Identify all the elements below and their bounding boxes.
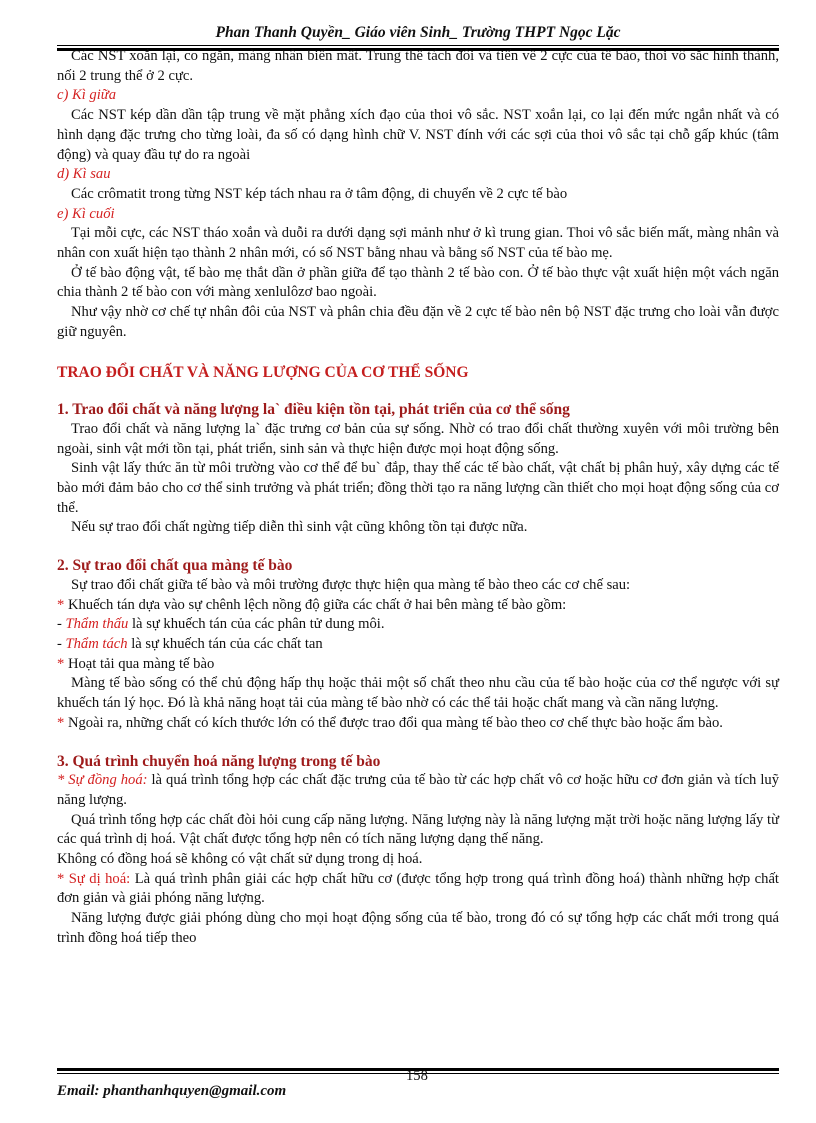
footer-email: Email: phanthanhquyen@gmail.com [57,1083,287,1099]
dash-text: là sự khuếch tán của các chất tan [127,635,323,652]
section-2-paragraph-1: Sự trao đổi chất giữa tế bào và môi trường được thực hiện qua màng tế bào theo các cơ chế sau: [71,576,631,593]
phase-e-text-2: Ở tế bào động vật, tế bào mẹ thắt dần ở phần giữa để tạo thành 2 tế bào con. Ở tế bào thực vật xuất hiện một vách ngăn chia thành 2 tế bào con với màng xenlulôzơ bao ngoài. [57,264,779,301]
page-footer [57,1068,779,1099]
bullet-text: Khuếch tán dựa vào sự chênh lệch nồng độ giữa các chất ở hai bên màng tế bào gồm: [64,596,567,613]
bullet-text: Là quá trình phân giải các hợp chất hữu cơ (được tổng hợp trong quá trình đồng hoá) thành những hợp chất đơn giản và giải phóng năng lượng. [57,870,779,907]
footer-row [57,1068,779,1099]
bullet-star: * [57,655,65,672]
phase-e-heading: e) Kì cuối [57,205,115,222]
header-rule-thin [57,45,779,46]
section-2-bullet-3 [57,714,779,734]
section-1-title: 1. Trao đổi chất và năng lượng la` điều kiện tồn tại, phát triển của cơ thể sống [57,401,570,419]
bullet-text: Hoạt tải qua màng tế bào [64,655,215,672]
bullet-star: * [57,596,65,613]
bullet-star: * [57,714,65,731]
phase-e-text-3: Như vậy nhờ cơ chế tự nhân đôi của NST và phân chia đều đặn về 2 cực tế bào nên bộ NST đặc trưng cho loài vẫn được giữ nguyên. [57,304,779,340]
section-3-bullet-1 [57,771,779,810]
section-3-paragraph-3: Năng lượng được giải phóng dùng cho mọi hoạt động sống của tế bào, trong đó có sự tổng hợp các chất mới trong quá trình đồng hoá tiếp theo [57,910,779,946]
section-2-dash-1: - Thẩm thấu là sự khuếch tán của các phân tử dung môi. [57,616,385,633]
section-1-paragraph-1: Trao đổi chất và năng lượng la` đặc trưng cơ bản của sự sống. Nhờ có trao đổi chất thường xuyên với môi trường bên ngoài, sinh vật mới tồn tại, phát triển, sinh sản và thực hiện được mọi hoạt động sống. [57,420,779,457]
phase-d-heading: d) Kì sau [57,166,111,183]
section-3-title: 3. Quá trình chuyển hoá năng lượng trong tế bào [57,752,381,770]
section-1-paragraph-3: Nếu sự trao đổi chất ngừng tiếp diễn thì sinh vật cũng không tồn tại được nữa. [71,519,528,536]
phase-c-heading: c) Kì giữa [57,87,117,104]
phase-e-text-1: Tại mỗi cực, các NST tháo xoắn và duỗi ra dưới dạng sợi mảnh như ở kì trung gian. Thoi vô sắc biến mất, màng nhân và nhân con xuất hiện tạo thành 2 nhân mới, có số NST bằng nhau và bằng số NST của tế bào mẹ. [57,225,779,262]
section-2-paragraph-2: Màng tế bào sống có thể chủ động hấp thụ hoặc thải một số chất theo nhu cầu của tế bào hoặc của cơ thể ngược với sự khuếch tán lý học. Đó là khả năng hoạt tải của màng tế bào nhờ có các thể tải hoặc chất mang và cần năng lượng. [57,675,779,712]
section-2-bullet-2 [57,655,779,675]
header-title: Phan Thanh Quyền_ Giáo viên Sinh_ Trường THPT Ngọc Lặc [215,24,621,41]
intro-paragraph: Các NST xoắn lại, co ngắn, màng nhân biến mất. Trung thể tách đôi và tiến về 2 cực của tế bào, thoi vô sắc hình thành, nối 2 trung thể ở 2 cực. [57,48,779,84]
bullet-text: là quá trình tổng hợp các chất đặc trưng của tế bào từ các hợp chất vô cơ hoặc hữu cơ đơn giản và tích luỹ năng lượng. [57,772,779,808]
section-1-paragraph-2: Sinh vật lấy thức ăn từ môi trường vào cơ thể để bu` đắp, thay thế các tế bào chất, vật chất bị phân huỷ, xây dựng các tế bào mới đảm bảo cho cơ thể sinh trưởng và phát triển; đồng thời tạo ra năng lượng cần thiết cho mọi hoạt động sống của cơ thể. [57,460,779,516]
term-di-hoa: * Sự dị hoá: [57,870,131,887]
section-3-paragraph-2: Không có đồng hoá sẽ không có vật chất sử dụng trong dị hoá. [57,851,423,868]
section-2-dash-2: - Thẩm tách là sự khuếch tán của các chất tan [57,635,323,652]
dash-text: là sự khuếch tán của các phân tử dung môi. [128,616,385,633]
phase-d-text: Các crômatit trong từng NST kép tách nhau ra ở tâm động, di chuyển về 2 cực tế bào [71,185,568,202]
term-tham-tach: Thẩm tách [65,635,128,652]
phase-c-text: Các NST kép dần dần tập trung về mặt phẳng xích đạo của thoi vô sắc. NST xoắn lại, co lại đến mức ngắn nhất và có hình dạng đặc trưng cho từng loài, đa số có dạng hình chữ V. NST đính với các sợi của thoi vô sắc tại chỗ gấp khúc (tâm động) và quay đầu tự do ra ngoài [57,107,779,163]
term-dong-hoa: * Sự đồng hoá: [57,772,148,789]
section-2-bullet-1 [57,596,779,616]
section-2-title: 2. Sự trao đổi chất qua màng tế bào [57,557,293,575]
page-content [57,47,779,949]
term-tham-thau: Thẩm thấu [65,616,129,633]
page-number: 158 [406,1068,428,1084]
chapter-title: TRAO ĐỔI CHẤT VÀ NĂNG LƯỢNG CỦA CƠ THỂ SỐNG [57,363,469,381]
section-3-bullet-2 [57,870,779,909]
bullet-text: Ngoài ra, những chất có kích thước lớn có thể được trao đổi qua màng tế bào theo cơ chế thực bào hoặc ẩm bào. [64,714,723,731]
section-3-paragraph-1: Quá trình tổng hợp các chất đòi hỏi cung cấp năng lượng. Năng lượng này là năng lượng mặt trời hoặc năng lượng lấy từ các quá trình dị hoá. Vật chất được tổng hợp nên có tích năng lượng dạng thế năng. [57,811,779,848]
